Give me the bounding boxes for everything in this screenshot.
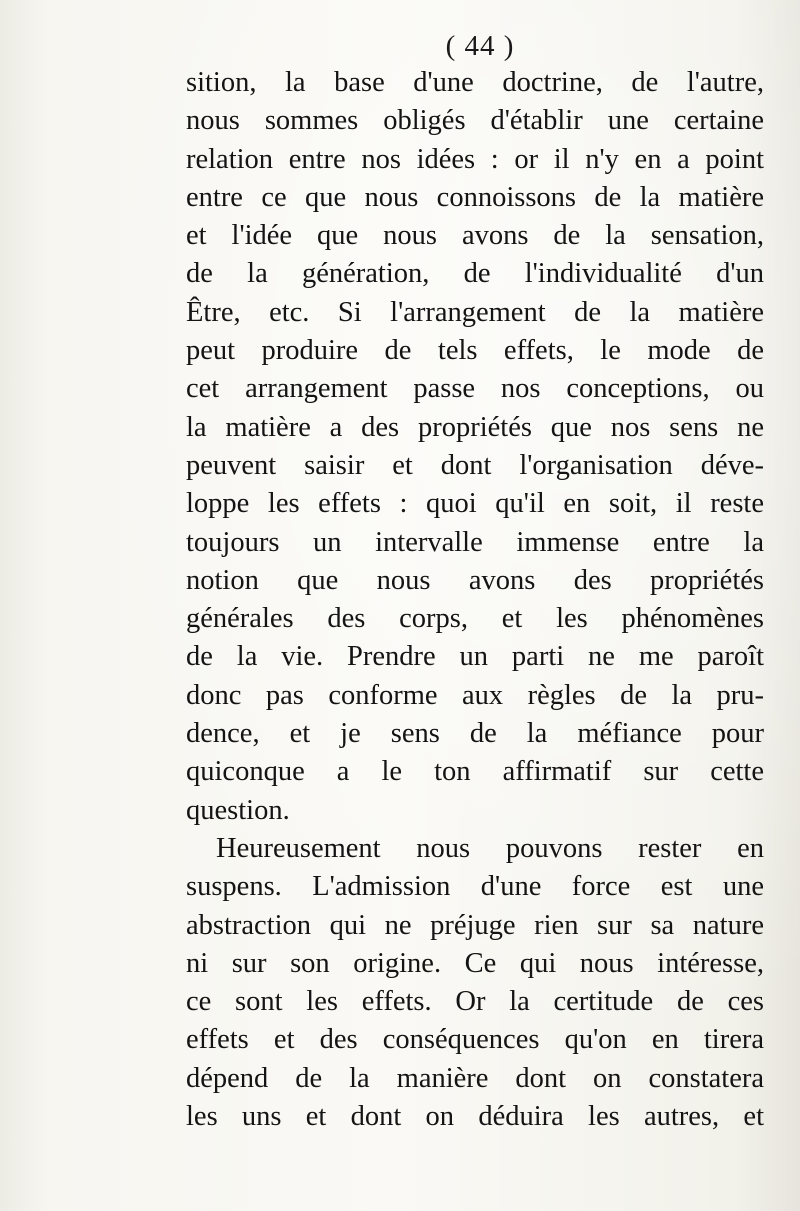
text-line: quiconque a le ton affirmatif sur cette: [186, 756, 764, 788]
text-line: de la génération, de l'individualité d'un: [186, 258, 764, 290]
text-line: Être, etc. Si l'arrangement de la matière: [186, 296, 764, 328]
text-line: peuvent saisir et dont l'organisation déve-: [186, 449, 764, 481]
text-line: cet arrangement passe nos conceptions, ou: [186, 373, 764, 405]
body-text: [186, 64, 764, 1136]
text-line: nous sommes obligés d'établir une certaine: [186, 105, 764, 137]
text-line: générales des corps, et les phénomènes: [186, 603, 764, 635]
text-line: dence, et je sens de la méfiance pour: [186, 718, 764, 750]
text-line: toujours un intervalle immense entre la: [186, 526, 764, 558]
text-line: notion que nous avons des propriétés: [186, 564, 764, 596]
text-line: la matière a des propriétés que nos sens ne: [186, 411, 764, 443]
page-number: ( 44 ): [445, 30, 515, 62]
text-line: effets et des conséquences qu'on en tirera: [186, 1024, 764, 1056]
text-line: ni sur son origine. Ce qui nous intéresse,: [186, 947, 764, 979]
text-line: sition, la base d'une doctrine, de l'autre,: [186, 67, 764, 98]
text-line: abstraction qui ne préjuge rien sur sa nature: [186, 909, 764, 941]
paragraph-end-line: question.: [186, 794, 290, 826]
text-line: relation entre nos idées : or il n'y en a point: [186, 143, 764, 175]
text-line: loppe les effets : quoi qu'il en soit, il reste: [186, 488, 764, 520]
text-line: entre ce que nous connoissons de la matière: [186, 181, 764, 213]
paragraph-start-line: Heureusement nous pouvons rester en: [216, 832, 764, 864]
text-line: dépend de la manière dont on constatera: [186, 1062, 764, 1094]
text-line: de la vie. Prendre un parti ne me paroît: [186, 641, 764, 673]
text-line: ce sont les effets. Or la certitude de ces: [186, 986, 764, 1018]
text-line: donc pas conforme aux règles de la pru-: [186, 679, 764, 711]
text-line: les uns et dont on déduira les autres, et: [186, 1101, 764, 1133]
text-line: peut produire de tels effets, le mode de: [186, 335, 764, 367]
text-line: suspens. L'admission d'une force est une: [186, 871, 764, 903]
text-line: et l'idée que nous avons de la sensation,: [186, 220, 764, 252]
